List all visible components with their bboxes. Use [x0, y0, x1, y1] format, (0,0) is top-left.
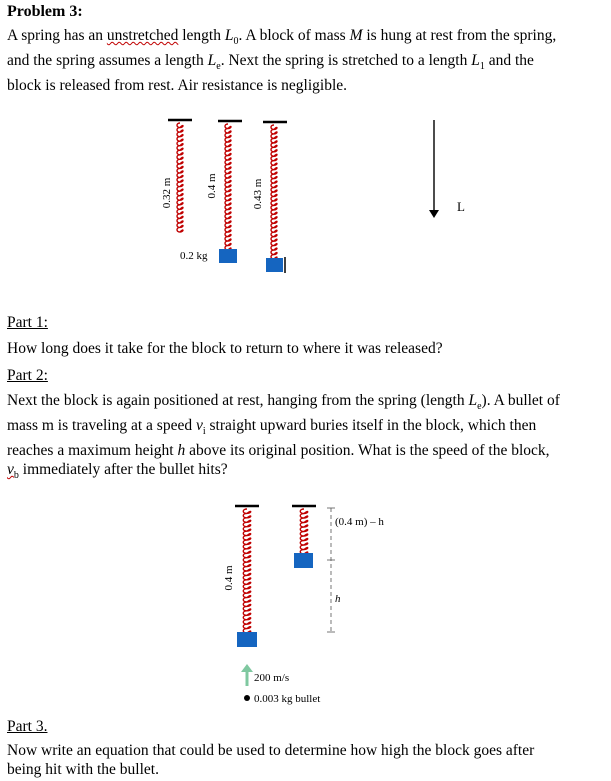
block-c	[266, 258, 283, 272]
block-d	[237, 632, 257, 647]
part3-question: Now write an equation that could be used to determine how high the block goes after being hit with the bullet.	[7, 742, 535, 778]
label-spring-a: 0.32 m	[161, 177, 173, 209]
arrow-label: L	[457, 199, 465, 214]
block-e	[294, 553, 313, 568]
label-spring-c: 0.43 m	[252, 178, 264, 210]
h-label: h	[335, 593, 341, 605]
block-b	[219, 249, 237, 263]
spring-c	[263, 122, 287, 273]
part2-heading: Part 2:	[7, 367, 48, 384]
height-markers	[327, 508, 335, 632]
part2-question: Next the block is again positioned at rest, hanging from the spring (length $L_e$). A bullet of mass m is traveling at a speed $v_i$ straight upward buries itself in the block, which then reaches a maximum height h above its original position. What is the speed of the block, $v_b$ immediately after the bullet hits?	[7, 392, 560, 482]
part1-heading: Part 1:	[7, 314, 48, 331]
spring-b	[218, 121, 242, 263]
spring-d	[235, 506, 259, 647]
label-spring-d: 0.4 m	[223, 565, 235, 591]
problem-title: Problem 3:	[7, 3, 83, 20]
bullet-dot	[244, 695, 250, 701]
bullet-arrow	[241, 664, 253, 686]
problem-intro: A spring has an unstretched length $L_0$. A block of mass M is hung at rest from the spring, and the spring assumes a length $L_e$. Next the spring is stretched to a length $L_1$ and the block is released from rest. Air resistance is negligible.	[7, 27, 557, 95]
part3-heading: Part 3.	[7, 718, 48, 735]
gap-label: (0.4 m) – h	[335, 516, 384, 528]
spring-a	[168, 120, 192, 232]
gravity-arrow	[429, 120, 439, 218]
mass-label: 0.2 kg	[180, 250, 208, 262]
label-spring-b: 0.4 m	[206, 173, 218, 199]
part1-question: How long does it take for the block to return to where it was released?	[7, 340, 443, 357]
spring-e	[292, 506, 316, 568]
bullet-label: 0.003 kg bullet	[254, 693, 321, 705]
bullet-speed: 200 m/s	[254, 672, 290, 684]
